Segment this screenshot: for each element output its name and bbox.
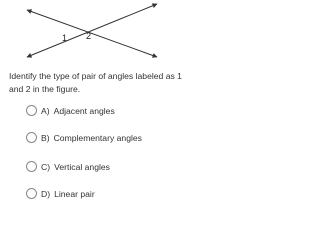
- choice-b-label: Complementary angles: [53, 133, 142, 143]
- radio-button[interactable]: [26, 132, 37, 143]
- line-one: [27, 10, 157, 57]
- angle-figure: [0, 0, 200, 64]
- radio-button[interactable]: [26, 188, 37, 199]
- choice-c-letter: C): [41, 162, 51, 172]
- angle-1-label: 1: [62, 33, 68, 43]
- choice-b-text: [41, 132, 142, 144]
- choice-a-label: Adjacent angles: [53, 106, 115, 116]
- choice-d[interactable]: [0, 185, 200, 205]
- choice-c-text: [41, 161, 110, 173]
- line-two: [27, 4, 157, 57]
- radio-button[interactable]: [26, 105, 37, 116]
- radio-button[interactable]: [26, 161, 37, 172]
- choice-a-text: [41, 105, 115, 117]
- choice-b[interactable]: [0, 129, 200, 149]
- choice-c[interactable]: [0, 158, 200, 178]
- intersecting-lines-diagram: [0, 0, 200, 64]
- choice-a[interactable]: [0, 102, 200, 122]
- choice-c-label: Vertical angles: [54, 162, 110, 172]
- question-text: Identify the type of pair of angles labeled as 1 and 2 in the figure.: [9, 71, 182, 94]
- choice-a-letter: A): [41, 106, 50, 116]
- choice-b-letter: B): [41, 133, 50, 143]
- choice-d-text: [41, 188, 95, 200]
- choice-d-letter: D): [41, 189, 51, 199]
- angle-2-label: 2: [86, 31, 92, 41]
- choice-d-label: Linear pair: [54, 189, 95, 199]
